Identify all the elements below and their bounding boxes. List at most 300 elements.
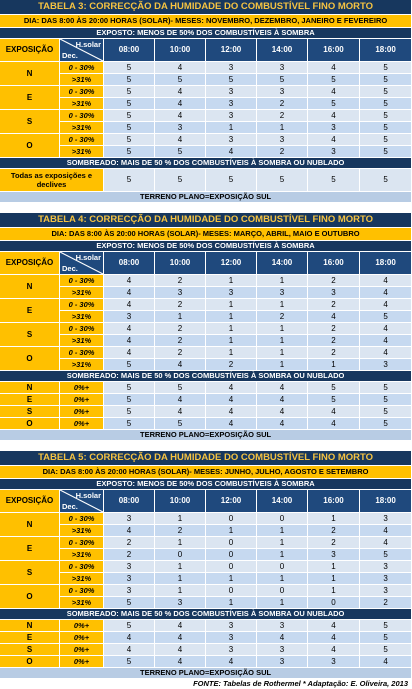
table-row bbox=[0, 62, 412, 74]
value-cell: 4 bbox=[360, 656, 412, 668]
exposure-e: E bbox=[0, 537, 60, 561]
table-row bbox=[0, 406, 412, 418]
value-cell: 0 bbox=[206, 585, 257, 597]
slope-cell: >31% bbox=[60, 74, 104, 86]
value-cell: 5 bbox=[308, 74, 360, 86]
value-cell: 5 bbox=[360, 86, 412, 98]
value-cell: 2 bbox=[257, 146, 308, 158]
value-cell: 4 bbox=[104, 275, 155, 287]
slope-cell: >31% bbox=[60, 525, 104, 537]
hour-dec-header bbox=[60, 39, 104, 62]
value-cell: 5 bbox=[104, 359, 155, 371]
value-cell: 5 bbox=[104, 62, 155, 74]
value-cell: 5 bbox=[104, 169, 155, 192]
value-cell: 4 bbox=[308, 86, 360, 98]
table-row bbox=[0, 573, 412, 585]
value-cell: 2 bbox=[257, 110, 308, 122]
value-cell: 3 bbox=[360, 585, 412, 597]
value-cell: 1 bbox=[257, 549, 308, 561]
dec-label: Dec. bbox=[62, 264, 78, 273]
value-cell: 0 bbox=[308, 597, 360, 609]
exposure-n: N bbox=[0, 62, 60, 86]
value-cell: 3 bbox=[104, 311, 155, 323]
value-cell: 5 bbox=[360, 406, 412, 418]
table-row bbox=[0, 134, 412, 146]
value-cell: 4 bbox=[257, 394, 308, 406]
value-cell: 2 bbox=[308, 323, 360, 335]
value-cell: 1 bbox=[257, 573, 308, 585]
hour-header: 12:00 bbox=[206, 39, 257, 62]
table-row bbox=[0, 359, 412, 371]
value-cell: 4 bbox=[104, 347, 155, 359]
value-cell: 5 bbox=[104, 146, 155, 158]
value-cell: 5 bbox=[104, 122, 155, 134]
value-cell: 4 bbox=[360, 525, 412, 537]
exposure-o: O bbox=[0, 418, 60, 430]
slope-cell: 0 - 30% bbox=[60, 585, 104, 597]
value-cell: 1 bbox=[257, 323, 308, 335]
terrain-note: TERRENO PLANO=EXPOSIÇÃO SUL bbox=[0, 668, 412, 679]
table-row bbox=[0, 311, 412, 323]
exposure-n: N bbox=[0, 620, 60, 632]
value-cell: 4 bbox=[155, 359, 206, 371]
table-row bbox=[0, 632, 412, 644]
value-cell: 5 bbox=[104, 110, 155, 122]
slope-cell: >31% bbox=[60, 146, 104, 158]
value-cell: 5 bbox=[360, 382, 412, 394]
value-cell: 3 bbox=[206, 86, 257, 98]
value-cell: 1 bbox=[257, 299, 308, 311]
hour-header: 08:00 bbox=[104, 490, 155, 513]
hour-header: 10:00 bbox=[155, 39, 206, 62]
exposure-header: EXPOSIÇÃO bbox=[0, 490, 60, 513]
value-cell: 3 bbox=[257, 656, 308, 668]
hour-header: 12:00 bbox=[206, 490, 257, 513]
period-row bbox=[0, 228, 412, 241]
shaded-band-row bbox=[0, 609, 412, 620]
value-cell: 5 bbox=[308, 394, 360, 406]
value-cell: 0 bbox=[155, 549, 206, 561]
hour-header: 10:00 bbox=[155, 490, 206, 513]
value-cell: 3 bbox=[206, 134, 257, 146]
value-cell: 5 bbox=[104, 394, 155, 406]
period-row bbox=[0, 466, 412, 479]
value-cell: 4 bbox=[104, 335, 155, 347]
hour-header: 18:00 bbox=[360, 39, 412, 62]
value-cell: 3 bbox=[155, 597, 206, 609]
value-cell: 2 bbox=[155, 275, 206, 287]
value-cell: 5 bbox=[360, 146, 412, 158]
table-spacer bbox=[0, 441, 412, 451]
header-row bbox=[0, 39, 412, 62]
value-cell: 5 bbox=[155, 146, 206, 158]
value-cell: 2 bbox=[308, 525, 360, 537]
shaded-band: SOMBREADO: MAIS DE 50 % DOS COMBUSTÍVEIS À SOMBRA OU NUBLADO bbox=[0, 371, 412, 382]
value-cell: 5 bbox=[104, 597, 155, 609]
value-cell: 3 bbox=[308, 287, 360, 299]
exposure-header: EXPOSIÇÃO bbox=[0, 252, 60, 275]
terrain-row bbox=[0, 430, 412, 441]
exposure-o: O bbox=[0, 134, 60, 158]
value-cell: 3 bbox=[257, 86, 308, 98]
value-cell: 3 bbox=[257, 620, 308, 632]
value-cell: 4 bbox=[308, 311, 360, 323]
exposed-band: EXPOSTO: MENOS DE 50% DOS COMBUSTÍVEIS À SOMBRA bbox=[0, 28, 412, 39]
slope-cell: >31% bbox=[60, 597, 104, 609]
slope-cell: 0%+ bbox=[60, 382, 104, 394]
value-cell: 4 bbox=[206, 406, 257, 418]
value-cell: 2 bbox=[155, 335, 206, 347]
terrain-note: TERRENO PLANO=EXPOSIÇÃO SUL bbox=[0, 192, 412, 203]
value-cell: 5 bbox=[257, 74, 308, 86]
value-cell: 3 bbox=[257, 134, 308, 146]
value-cell: 5 bbox=[104, 98, 155, 110]
exposed-band-row bbox=[0, 479, 412, 490]
value-cell: 1 bbox=[257, 275, 308, 287]
value-cell: 4 bbox=[104, 525, 155, 537]
value-cell: 3 bbox=[206, 110, 257, 122]
value-cell: 5 bbox=[308, 98, 360, 110]
value-cell: 5 bbox=[360, 62, 412, 74]
value-cell: 5 bbox=[360, 110, 412, 122]
table-row bbox=[0, 537, 412, 549]
value-cell: 4 bbox=[308, 620, 360, 632]
value-cell: 2 bbox=[308, 537, 360, 549]
value-cell: 4 bbox=[360, 299, 412, 311]
table-row bbox=[0, 122, 412, 134]
slope-cell: >31% bbox=[60, 311, 104, 323]
exposure-s: S bbox=[0, 110, 60, 134]
value-cell: 1 bbox=[257, 537, 308, 549]
value-cell: 2 bbox=[308, 275, 360, 287]
value-cell: 1 bbox=[308, 585, 360, 597]
exposure-o: O bbox=[0, 656, 60, 668]
value-cell: 4 bbox=[308, 134, 360, 146]
hour-header: 08:00 bbox=[104, 39, 155, 62]
value-cell: 5 bbox=[206, 74, 257, 86]
value-cell: 3 bbox=[206, 62, 257, 74]
value-cell: 3 bbox=[257, 287, 308, 299]
value-cell: 4 bbox=[155, 394, 206, 406]
slope-cell: >31% bbox=[60, 287, 104, 299]
value-cell: 4 bbox=[155, 656, 206, 668]
hour-header: 14:00 bbox=[257, 39, 308, 62]
table-row bbox=[0, 335, 412, 347]
slope-cell: 0 - 30% bbox=[60, 275, 104, 287]
value-cell: 3 bbox=[104, 573, 155, 585]
value-cell: 3 bbox=[308, 122, 360, 134]
value-cell: 1 bbox=[206, 122, 257, 134]
table-row bbox=[0, 394, 412, 406]
hour-header: 16:00 bbox=[308, 252, 360, 275]
value-cell: 5 bbox=[155, 169, 206, 192]
slope-cell: 0%+ bbox=[60, 406, 104, 418]
period-label: DIA: DAS 8:00 ÀS 20:00 HORAS (SOLAR)- MESES: JUNHO, JULHO, AGOSTO E SETEMBRO bbox=[0, 466, 412, 479]
table-row bbox=[0, 347, 412, 359]
hour-header: 08:00 bbox=[104, 252, 155, 275]
value-cell: 1 bbox=[155, 537, 206, 549]
value-cell: 5 bbox=[360, 418, 412, 430]
value-cell: 4 bbox=[206, 382, 257, 394]
table-row bbox=[0, 382, 412, 394]
exposure-s: S bbox=[0, 561, 60, 585]
value-cell: 2 bbox=[308, 335, 360, 347]
value-cell: 4 bbox=[360, 335, 412, 347]
slope-cell: 0 - 30% bbox=[60, 86, 104, 98]
value-cell: 4 bbox=[206, 418, 257, 430]
value-cell: 2 bbox=[104, 537, 155, 549]
value-cell: 3 bbox=[206, 287, 257, 299]
exposure-e: E bbox=[0, 394, 60, 406]
value-cell: 5 bbox=[155, 382, 206, 394]
table-title: TABELA 4: CORRECÇÃO DA HUMIDADE DO COMBUSTÍVEL FINO MORTO bbox=[0, 213, 412, 228]
exposure-e: E bbox=[0, 632, 60, 644]
value-cell: 5 bbox=[360, 394, 412, 406]
value-cell: 1 bbox=[206, 525, 257, 537]
exposure-o: O bbox=[0, 585, 60, 609]
value-cell: 5 bbox=[360, 122, 412, 134]
value-cell: 2 bbox=[155, 299, 206, 311]
value-cell: 1 bbox=[206, 335, 257, 347]
value-cell: 4 bbox=[104, 287, 155, 299]
slope-cell: 0%+ bbox=[60, 620, 104, 632]
value-cell: 1 bbox=[257, 347, 308, 359]
table-row bbox=[0, 620, 412, 632]
value-cell: 4 bbox=[104, 632, 155, 644]
value-cell: 4 bbox=[104, 644, 155, 656]
exposure-s: S bbox=[0, 323, 60, 347]
value-cell: 3 bbox=[206, 644, 257, 656]
value-cell: 5 bbox=[257, 169, 308, 192]
slope-cell: >31% bbox=[60, 359, 104, 371]
table-row bbox=[0, 98, 412, 110]
value-cell: 1 bbox=[206, 311, 257, 323]
table-row bbox=[0, 287, 412, 299]
value-cell: 4 bbox=[206, 146, 257, 158]
header-row bbox=[0, 490, 412, 513]
table-spacer bbox=[0, 203, 412, 213]
value-cell: 5 bbox=[104, 418, 155, 430]
value-cell: 3 bbox=[104, 513, 155, 525]
value-cell: 5 bbox=[104, 406, 155, 418]
value-cell: 1 bbox=[308, 561, 360, 573]
table-title-row bbox=[0, 213, 412, 228]
value-cell: 1 bbox=[155, 311, 206, 323]
value-cell: 1 bbox=[308, 513, 360, 525]
value-cell: 4 bbox=[155, 620, 206, 632]
slope-cell: 0 - 30% bbox=[60, 513, 104, 525]
table-row bbox=[0, 644, 412, 656]
value-cell: 4 bbox=[308, 110, 360, 122]
exposure-n: N bbox=[0, 513, 60, 537]
value-cell: 1 bbox=[257, 597, 308, 609]
value-cell: 1 bbox=[257, 335, 308, 347]
value-cell: 5 bbox=[360, 134, 412, 146]
value-cell: 2 bbox=[155, 323, 206, 335]
table-title: TABELA 5: CORRECÇÃO DA HUMIDADE DO COMBUSTÍVEL FINO MORTO bbox=[0, 451, 412, 466]
table-row bbox=[0, 549, 412, 561]
slope-cell: 0 - 30% bbox=[60, 323, 104, 335]
table-row bbox=[0, 169, 412, 192]
exposure-e: E bbox=[0, 299, 60, 323]
exposure-n: N bbox=[0, 382, 60, 394]
value-cell: 4 bbox=[360, 287, 412, 299]
value-cell: 0 bbox=[206, 537, 257, 549]
table-row bbox=[0, 597, 412, 609]
value-cell: 4 bbox=[104, 299, 155, 311]
hour-header: 14:00 bbox=[257, 252, 308, 275]
value-cell: 4 bbox=[206, 394, 257, 406]
value-cell: 5 bbox=[104, 86, 155, 98]
slope-cell: 0%+ bbox=[60, 656, 104, 668]
value-cell: 0 bbox=[206, 513, 257, 525]
value-cell: 4 bbox=[155, 98, 206, 110]
value-cell: 5 bbox=[308, 382, 360, 394]
value-cell: 1 bbox=[155, 561, 206, 573]
value-cell: 4 bbox=[104, 323, 155, 335]
value-cell: 5 bbox=[360, 74, 412, 86]
slope-cell: 0 - 30% bbox=[60, 537, 104, 549]
value-cell: 0 bbox=[257, 513, 308, 525]
value-cell: 4 bbox=[206, 656, 257, 668]
table-row bbox=[0, 525, 412, 537]
table-row bbox=[0, 656, 412, 668]
value-cell: 4 bbox=[257, 632, 308, 644]
table-row bbox=[0, 74, 412, 86]
value-cell: 4 bbox=[155, 134, 206, 146]
table-row bbox=[0, 146, 412, 158]
period-label: DIA: DAS 8:00 ÀS 20:00 HORAS (SOLAR)- MESES: NOVEMBRO, DEZEMBRO, JANEIRO E FEVEREIRO bbox=[0, 15, 412, 28]
hour-dec-header bbox=[60, 490, 104, 513]
exposure-n: N bbox=[0, 275, 60, 299]
hour-header: 18:00 bbox=[360, 490, 412, 513]
shaded-band: SOMBREADO: MAIS DE 50 % DOS COMBUSTÍVEIS À SOMBRA OU NUBLADO bbox=[0, 158, 412, 169]
period-row bbox=[0, 15, 412, 28]
value-cell: 3 bbox=[206, 632, 257, 644]
value-cell: 3 bbox=[257, 644, 308, 656]
value-cell: 0 bbox=[257, 561, 308, 573]
value-cell: 5 bbox=[360, 311, 412, 323]
shaded-band-row bbox=[0, 158, 412, 169]
value-cell: 4 bbox=[155, 644, 206, 656]
hour-label: H.solar bbox=[75, 491, 101, 500]
value-cell: 1 bbox=[206, 347, 257, 359]
table-title-row bbox=[0, 451, 412, 466]
correction-table-5 bbox=[0, 451, 412, 679]
value-cell: 4 bbox=[257, 418, 308, 430]
period-label: DIA: DAS 8:00 ÀS 20:00 HORAS (SOLAR)- MESES: MARÇO, ABRIL, MAIO E OUTUBRO bbox=[0, 228, 412, 241]
value-cell: 5 bbox=[104, 620, 155, 632]
slope-cell: >31% bbox=[60, 98, 104, 110]
value-cell: 5 bbox=[104, 656, 155, 668]
value-cell: 4 bbox=[308, 418, 360, 430]
slope-cell: 0%+ bbox=[60, 418, 104, 430]
slope-cell: 0 - 30% bbox=[60, 62, 104, 74]
all-exposures-label: Todas as exposições e declives bbox=[0, 169, 104, 192]
exposure-s: S bbox=[0, 644, 60, 656]
slope-cell: 0 - 30% bbox=[60, 110, 104, 122]
table-row bbox=[0, 86, 412, 98]
hour-header: 16:00 bbox=[308, 39, 360, 62]
value-cell: 5 bbox=[360, 620, 412, 632]
value-cell: 4 bbox=[155, 86, 206, 98]
exposure-e: E bbox=[0, 86, 60, 110]
slope-cell: >31% bbox=[60, 335, 104, 347]
value-cell: 1 bbox=[206, 573, 257, 585]
value-cell: 5 bbox=[104, 74, 155, 86]
hour-header: 14:00 bbox=[257, 490, 308, 513]
value-cell: 1 bbox=[155, 573, 206, 585]
value-cell: 5 bbox=[360, 632, 412, 644]
value-cell: 4 bbox=[360, 275, 412, 287]
value-cell: 4 bbox=[155, 632, 206, 644]
value-cell: 1 bbox=[257, 525, 308, 537]
value-cell: 3 bbox=[104, 561, 155, 573]
value-cell: 3 bbox=[257, 62, 308, 74]
value-cell: 5 bbox=[104, 134, 155, 146]
dec-label: Dec. bbox=[62, 51, 78, 60]
shaded-band-row bbox=[0, 371, 412, 382]
value-cell: 1 bbox=[206, 323, 257, 335]
exposed-band: EXPOSTO: MENOS DE 50% DOS COMBUSTÍVEIS À SOMBRA bbox=[0, 479, 412, 490]
value-cell: 4 bbox=[308, 632, 360, 644]
hour-label: H.solar bbox=[75, 40, 101, 49]
value-cell: 2 bbox=[104, 549, 155, 561]
value-cell: 5 bbox=[360, 644, 412, 656]
correction-table-3 bbox=[0, 0, 412, 203]
value-cell: 2 bbox=[308, 299, 360, 311]
value-cell: 3 bbox=[360, 561, 412, 573]
value-cell: 4 bbox=[360, 347, 412, 359]
value-cell: 3 bbox=[104, 585, 155, 597]
table-row bbox=[0, 299, 412, 311]
header-row bbox=[0, 252, 412, 275]
value-cell: 4 bbox=[155, 110, 206, 122]
value-cell: 4 bbox=[308, 644, 360, 656]
table-title: TABELA 3: CORRECÇÃO DA HUMIDADE DO COMBUSTÍVEL FINO MORTO bbox=[0, 0, 412, 15]
dec-label: Dec. bbox=[62, 502, 78, 511]
value-cell: 2 bbox=[360, 597, 412, 609]
value-cell: 3 bbox=[360, 573, 412, 585]
value-cell: 4 bbox=[257, 382, 308, 394]
slope-cell: 0%+ bbox=[60, 632, 104, 644]
value-cell: 1 bbox=[155, 585, 206, 597]
hour-header: 12:00 bbox=[206, 252, 257, 275]
table-row bbox=[0, 275, 412, 287]
slope-cell: 0%+ bbox=[60, 644, 104, 656]
terrain-note: TERRENO PLANO=EXPOSIÇÃO SUL bbox=[0, 430, 412, 441]
hour-header: 10:00 bbox=[155, 252, 206, 275]
value-cell: 0 bbox=[257, 585, 308, 597]
table-row bbox=[0, 513, 412, 525]
slope-cell: >31% bbox=[60, 549, 104, 561]
exposure-o: O bbox=[0, 347, 60, 371]
value-cell: 4 bbox=[155, 406, 206, 418]
value-cell: 5 bbox=[206, 169, 257, 192]
value-cell: 5 bbox=[308, 169, 360, 192]
exposure-header: EXPOSIÇÃO bbox=[0, 39, 60, 62]
slope-cell: 0%+ bbox=[60, 394, 104, 406]
value-cell: 1 bbox=[206, 275, 257, 287]
value-cell: 5 bbox=[360, 98, 412, 110]
value-cell: 1 bbox=[308, 573, 360, 585]
hour-label: H.solar bbox=[75, 253, 101, 262]
value-cell: 4 bbox=[360, 537, 412, 549]
table-row bbox=[0, 110, 412, 122]
value-cell: 4 bbox=[308, 406, 360, 418]
shaded-band: SOMBREADO: MAIS DE 50 % DOS COMBUSTÍVEIS À SOMBRA OU NUBLADO bbox=[0, 609, 412, 620]
value-cell: 0 bbox=[206, 561, 257, 573]
